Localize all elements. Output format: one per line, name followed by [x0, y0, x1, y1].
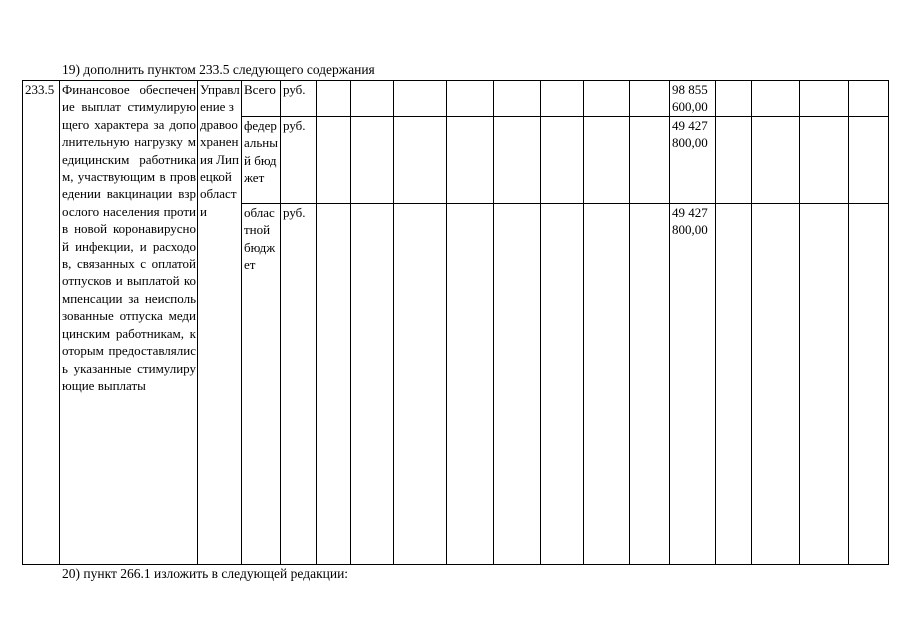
empty-cell [351, 116, 394, 203]
amount-value: 49 427 800,00 [672, 204, 708, 238]
empty-cell [752, 203, 800, 564]
empty-cell [849, 116, 889, 203]
empty-cell [494, 81, 541, 117]
empty-cell [584, 81, 630, 117]
empty-cell [849, 81, 889, 117]
funding-source: федеральный бюджет [244, 117, 278, 186]
empty-cell [584, 116, 630, 203]
empty-cell [317, 116, 351, 203]
empty-cell [447, 81, 494, 117]
empty-cell [584, 203, 630, 564]
empty-cell [351, 203, 394, 564]
measure-name-cell [60, 81, 198, 565]
source-cell [242, 203, 281, 564]
empty-cell [800, 203, 849, 564]
executor-cell [198, 81, 242, 565]
empty-cell [800, 116, 849, 203]
empty-cell [630, 116, 670, 203]
empty-cell [317, 203, 351, 564]
empty-cell [716, 81, 752, 117]
funding-source: Всего [244, 82, 276, 97]
empty-cell [351, 81, 394, 117]
row-number: 233.5 [25, 82, 55, 97]
source-cell [242, 116, 281, 203]
empty-cell [716, 203, 752, 564]
amount-cell [670, 81, 716, 117]
empty-cell [716, 116, 752, 203]
empty-cell [394, 203, 447, 564]
amount-cell [670, 116, 716, 203]
outro-paragraph: 20) пункт 266.1 изложить в следующей редакции: [62, 566, 349, 581]
empty-cell [447, 116, 494, 203]
unit-label: руб. [283, 117, 306, 133]
empty-cell [447, 203, 494, 564]
empty-cell [541, 81, 584, 117]
measure-name: Финансовое обеспечение выплат стимулирующего характера за дополнительную нагрузку медицинским работникам, участвующим в проведении вакцинации взрослого населения против новой коронавирусной инфекции, и расходов, связанных с оплатой отпусков и выплатой компенсации за неиспользованные отпуска медицинским работникам, которым предоставлялись указанные стимулирующие выплаты [62, 82, 196, 393]
empty-cell [317, 81, 351, 117]
empty-cell [800, 81, 849, 117]
row-number-cell [23, 81, 60, 565]
empty-cell [394, 116, 447, 203]
empty-cell [752, 116, 800, 203]
executor-name: Управление здравоохранения Липецкой области [200, 82, 240, 219]
unit-cell [281, 203, 317, 564]
empty-cell [630, 203, 670, 564]
empty-cell [541, 116, 584, 203]
amount-value: 49 427 800,00 [672, 117, 708, 151]
amount-cell [670, 203, 716, 564]
empty-cell [541, 203, 584, 564]
unit-cell [281, 81, 317, 117]
unit-label: руб. [283, 204, 306, 220]
budget-table [22, 80, 889, 565]
unit-label: руб. [283, 82, 306, 97]
funding-source: областной бюджет [244, 204, 276, 273]
empty-cell [849, 203, 889, 564]
empty-cell [630, 81, 670, 117]
empty-cell [494, 116, 541, 203]
intro-paragraph: 19) дополнить пунктом 233.5 следующего содержания [62, 62, 375, 77]
amount-value: 98 855 600,00 [672, 82, 708, 115]
source-cell [242, 81, 281, 117]
table-row-total [23, 81, 889, 117]
empty-cell [752, 81, 800, 117]
unit-cell [281, 116, 317, 203]
empty-cell [394, 81, 447, 117]
empty-cell [494, 203, 541, 564]
